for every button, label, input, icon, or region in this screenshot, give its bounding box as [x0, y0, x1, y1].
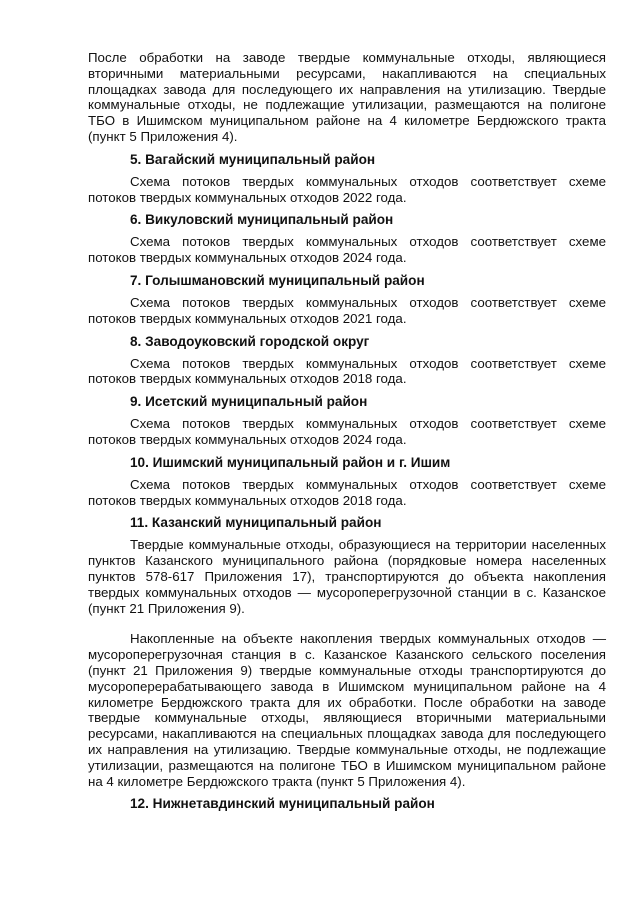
heading-vikulovsky: 6. Викуловский муниципальный район [130, 212, 394, 228]
paragraph-kazansky-1: Твердые коммунальные отходы, образующиеся на территории населенных пунктов Казанского муниципального района (порядковые номера населенных пунктов 578-617 Приложения 17), транспортируются до объекта накопления твердых коммунальных отходов — мусороперегрузочной станции в с. Казанское (пункт 21 Приложения 9). [88, 537, 606, 616]
paragraph-intro: После обработки на заводе твердые коммунальные отходы, являющиеся вторичными материальными ресурсами, накапливаются на специальных площадках завода для последующего их направления на утилизацию. Твердые коммунальные отходы, не подлежащие утилизации, размещаются на полигоне ТБО в Ишимском муниципальном районе на 4 километре Бердюжского тракта (пункт 5 Приложения 4). [88, 50, 606, 144]
paragraph-isetsky: Схема потоков твердых коммунальных отходов соответствует схеме потоков твердых коммунальных отходов 2024 года. [88, 416, 606, 447]
heading-isetsky: 9. Исетский муниципальный район [130, 394, 368, 410]
paragraph-zavodoukovsky: Схема потоков твердых коммунальных отходов соответствует схеме потоков твердых коммунальных отходов 2018 года. [88, 355, 606, 387]
paragraph-ishimsky: Схема потоков твердых коммунальных отходов соответствует схеме потоков твердых коммунальных отходов 2018 года. [88, 476, 606, 508]
heading-zavodoukovsky: 8. Заводоуковский городской округ [130, 333, 370, 349]
paragraph-golyshmanovsky: Схема потоков твердых коммунальных отходов соответствует схеме потоков твердых коммунальных отходов 2021 года. [88, 294, 606, 326]
heading-golyshmanovsky: 7. Голышмановский муниципальный район [130, 272, 425, 288]
heading-vagaysky: 5. Вагайский муниципальный район [130, 151, 376, 167]
heading-nizhnetavdinsky: 12. Нижнетавдинский муниципальный район [130, 796, 435, 812]
heading-ishimsky: 10. Ишимский муниципальный район и г. Ишим [130, 454, 451, 470]
heading-kazansky: 11. Казанский муниципальный район [130, 515, 382, 531]
document-page [88, 50, 606, 812]
paragraph-kazansky-2: Накопленные на объекте накопления твердых коммунальных отходов — мусороперегрузочная станция в с. Казанское Казанского сельского поселения (пункт 21 Приложения 9) твердые коммунальные отходы транспортируются до мусороперерабатывающего завода в Ишимском муниципальном районе на 4 километре Бердюжского тракта для их обработки. После обработки на заводе твердые коммунальные отходы, являющиеся вторичными материальными ресурсами, накапливаются на специальных площадках завода для последующего их направления на утилизацию. Твердые коммунальные отходы, не подлежащие утилизации, размещаются на полигоне ТБО в Ишимском муниципальном районе на 4 километре Бердюжского тракта (пункт 5 Приложения 4). [88, 631, 606, 789]
paragraph-vagaysky: Схема потоков твердых коммунальных отходов соответствует схеме потоков твердых коммунальных отходов 2022 года. [88, 173, 606, 205]
paragraph-vikulovsky: Схема потоков твердых коммунальных отходов соответствует схеме потоков твердых коммунальных отходов 2024 года. [88, 234, 606, 266]
